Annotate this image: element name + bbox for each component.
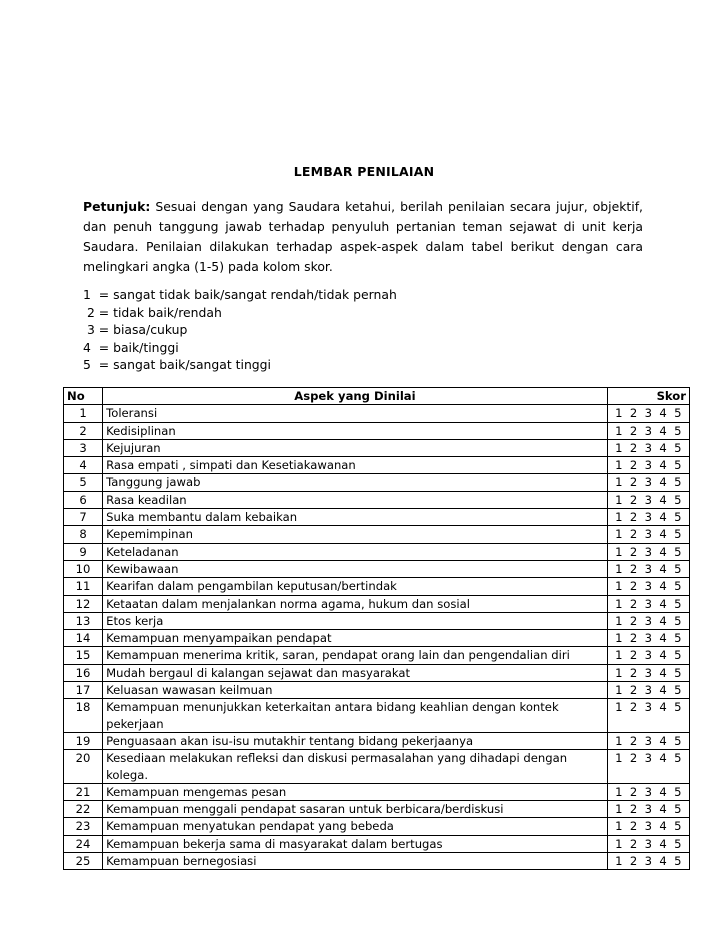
row-number: 21	[64, 783, 103, 800]
table-body	[64, 405, 690, 870]
table-row	[64, 543, 690, 560]
table-row	[64, 699, 690, 733]
row-number: 18	[64, 699, 103, 733]
header-no: No	[64, 388, 103, 405]
scale-item: 4 = baik/tinggi	[83, 339, 179, 355]
table-row	[64, 474, 690, 491]
row-score-options[interactable]: 1 2 3 4 5	[607, 664, 689, 681]
table-row	[64, 647, 690, 664]
row-aspect: Kewibawaan	[103, 560, 608, 577]
row-number: 11	[64, 578, 103, 595]
row-number: 25	[64, 853, 103, 870]
row-number: 14	[64, 630, 103, 647]
row-aspect: Tanggung jawab	[103, 474, 608, 491]
table-row	[64, 439, 690, 456]
table-row	[64, 560, 690, 577]
row-aspect: Suka membantu dalam kebaikan	[103, 509, 608, 526]
row-aspect: Rasa empati , simpati dan Kesetiakawanan	[103, 457, 608, 474]
row-aspect: Kemampuan menunjukkan keterkaitan antara bidang keahlian dengan kontek pekerjaan	[103, 699, 608, 733]
scale-item: 2 = tidak baik/rendah	[83, 304, 222, 320]
table-row	[64, 457, 690, 474]
row-number: 4	[64, 457, 103, 474]
row-score-options[interactable]: 1 2 3 4 5	[607, 422, 689, 439]
row-score-options[interactable]: 1 2 3 4 5	[607, 853, 689, 870]
row-score-options[interactable]: 1 2 3 4 5	[607, 630, 689, 647]
row-aspect: Etos kerja	[103, 612, 608, 629]
instructions	[83, 197, 643, 277]
table-row	[64, 818, 690, 835]
instructions-text: Sesuai dengan yang Saudara ketahui, berilah penilaian secara jujur, objektif, dan penuh tanggung jawab terhadap penyuluh pertanian teman sejawat di unit kerja Saudara. Penilaian dilakukan terhadap aspek-aspek dalam tabel berikut dengan cara melingkari angka (1-5) pada kolom skor.	[83, 199, 643, 274]
row-aspect: Keteladanan	[103, 543, 608, 560]
table-row	[64, 682, 690, 699]
row-score-options[interactable]: 1 2 3 4 5	[607, 560, 689, 577]
row-aspect: Kepemimpinan	[103, 526, 608, 543]
row-aspect: Kemampuan menggali pendapat sasaran untuk berbicara/berdiskusi	[103, 801, 608, 818]
row-aspect: Rasa keadilan	[103, 491, 608, 508]
row-aspect: Kesediaan melakukan refleksi dan diskusi permasalahan yang dihadapi dengan kolega.	[103, 750, 608, 784]
row-number: 6	[64, 491, 103, 508]
row-aspect: Mudah bergaul di kalangan sejawat dan masyarakat	[103, 664, 608, 681]
table-row	[64, 801, 690, 818]
row-aspect: Kemampuan bekerja sama di masyarakat dalam bertugas	[103, 835, 608, 852]
row-score-options[interactable]: 1 2 3 4 5	[607, 835, 689, 852]
row-score-options[interactable]: 1 2 3 4 5	[607, 405, 689, 422]
table-row	[64, 595, 690, 612]
row-number: 12	[64, 595, 103, 612]
table-header-row	[64, 388, 690, 405]
table-row	[64, 853, 690, 870]
row-number: 5	[64, 474, 103, 491]
row-aspect: Penguasaan akan isu-isu mutakhir tentang bidang pekerjaanya	[103, 732, 608, 749]
table-row	[64, 835, 690, 852]
row-aspect: Toleransi	[103, 405, 608, 422]
row-score-options[interactable]: 1 2 3 4 5	[607, 682, 689, 699]
row-score-options[interactable]: 1 2 3 4 5	[607, 750, 689, 784]
row-number: 23	[64, 818, 103, 835]
header-aspek: Aspek yang Dinilai	[103, 388, 608, 405]
row-aspect: Kemampuan menyatukan pendapat yang bebeda	[103, 818, 608, 835]
assessment-table	[63, 387, 690, 870]
table-row	[64, 630, 690, 647]
table-row	[64, 405, 690, 422]
row-aspect: Kemampuan bernegosiasi	[103, 853, 608, 870]
table-row	[64, 732, 690, 749]
row-number: 2	[64, 422, 103, 439]
row-number: 10	[64, 560, 103, 577]
table-row	[64, 612, 690, 629]
page-title: LEMBAR PENILAIAN	[293, 164, 435, 179]
row-score-options[interactable]: 1 2 3 4 5	[607, 647, 689, 664]
header-skor: Skor	[607, 388, 689, 405]
row-aspect: Kemampuan menerima kritik, saran, pendapat orang lain dan pengendalian diri	[103, 647, 608, 664]
row-score-options[interactable]: 1 2 3 4 5	[607, 526, 689, 543]
row-number: 9	[64, 543, 103, 560]
row-score-options[interactable]: 1 2 3 4 5	[607, 509, 689, 526]
row-score-options[interactable]: 1 2 3 4 5	[607, 732, 689, 749]
row-number: 22	[64, 801, 103, 818]
row-score-options[interactable]: 1 2 3 4 5	[607, 474, 689, 491]
instructions-label: Petunjuk:	[83, 199, 151, 214]
row-score-options[interactable]: 1 2 3 4 5	[607, 439, 689, 456]
row-number: 1	[64, 405, 103, 422]
row-aspect: Ketaatan dalam menjalankan norma agama, hukum dan sosial	[103, 595, 608, 612]
table-row	[64, 509, 690, 526]
row-score-options[interactable]: 1 2 3 4 5	[607, 699, 689, 733]
row-score-options[interactable]: 1 2 3 4 5	[607, 578, 689, 595]
rating-scale	[83, 286, 583, 374]
row-score-options[interactable]: 1 2 3 4 5	[607, 783, 689, 800]
table-row	[64, 750, 690, 784]
row-score-options[interactable]: 1 2 3 4 5	[607, 801, 689, 818]
row-score-options[interactable]: 1 2 3 4 5	[607, 818, 689, 835]
row-number: 13	[64, 612, 103, 629]
row-number: 17	[64, 682, 103, 699]
scale-item: 3 = biasa/cukup	[83, 322, 188, 337]
row-aspect: Kemampuan mengemas pesan	[103, 783, 608, 800]
row-number: 15	[64, 647, 103, 664]
row-aspect: Kedisiplinan	[103, 422, 608, 439]
row-score-options[interactable]: 1 2 3 4 5	[607, 543, 689, 560]
table-row	[64, 578, 690, 595]
table-row	[64, 526, 690, 543]
row-score-options[interactable]: 1 2 3 4 5	[607, 595, 689, 612]
table-row	[64, 664, 690, 681]
row-aspect: Kearifan dalam pengambilan keputusan/bertindak	[103, 578, 608, 595]
row-number: 3	[64, 439, 103, 456]
scale-item: 1 = sangat tidak baik/sangat rendah/tidak pernah	[83, 287, 397, 302]
table-row	[64, 783, 690, 800]
row-number: 24	[64, 835, 103, 852]
scale-item: 5 = sangat baik/sangat tinggi	[83, 357, 271, 372]
row-aspect: Kejujuran	[103, 439, 608, 456]
row-number: 8	[64, 526, 103, 543]
table-row	[64, 491, 690, 508]
row-number: 20	[64, 750, 103, 784]
table-row	[64, 422, 690, 439]
row-aspect: Kemampuan menyampaikan pendapat	[103, 630, 608, 647]
row-number: 16	[64, 664, 103, 681]
row-score-options[interactable]: 1 2 3 4 5	[607, 612, 689, 629]
row-score-options[interactable]: 1 2 3 4 5	[607, 491, 689, 508]
row-aspect: Keluasan wawasan keilmuan	[103, 682, 608, 699]
row-score-options[interactable]: 1 2 3 4 5	[607, 457, 689, 474]
row-number: 19	[64, 732, 103, 749]
row-number: 7	[64, 509, 103, 526]
